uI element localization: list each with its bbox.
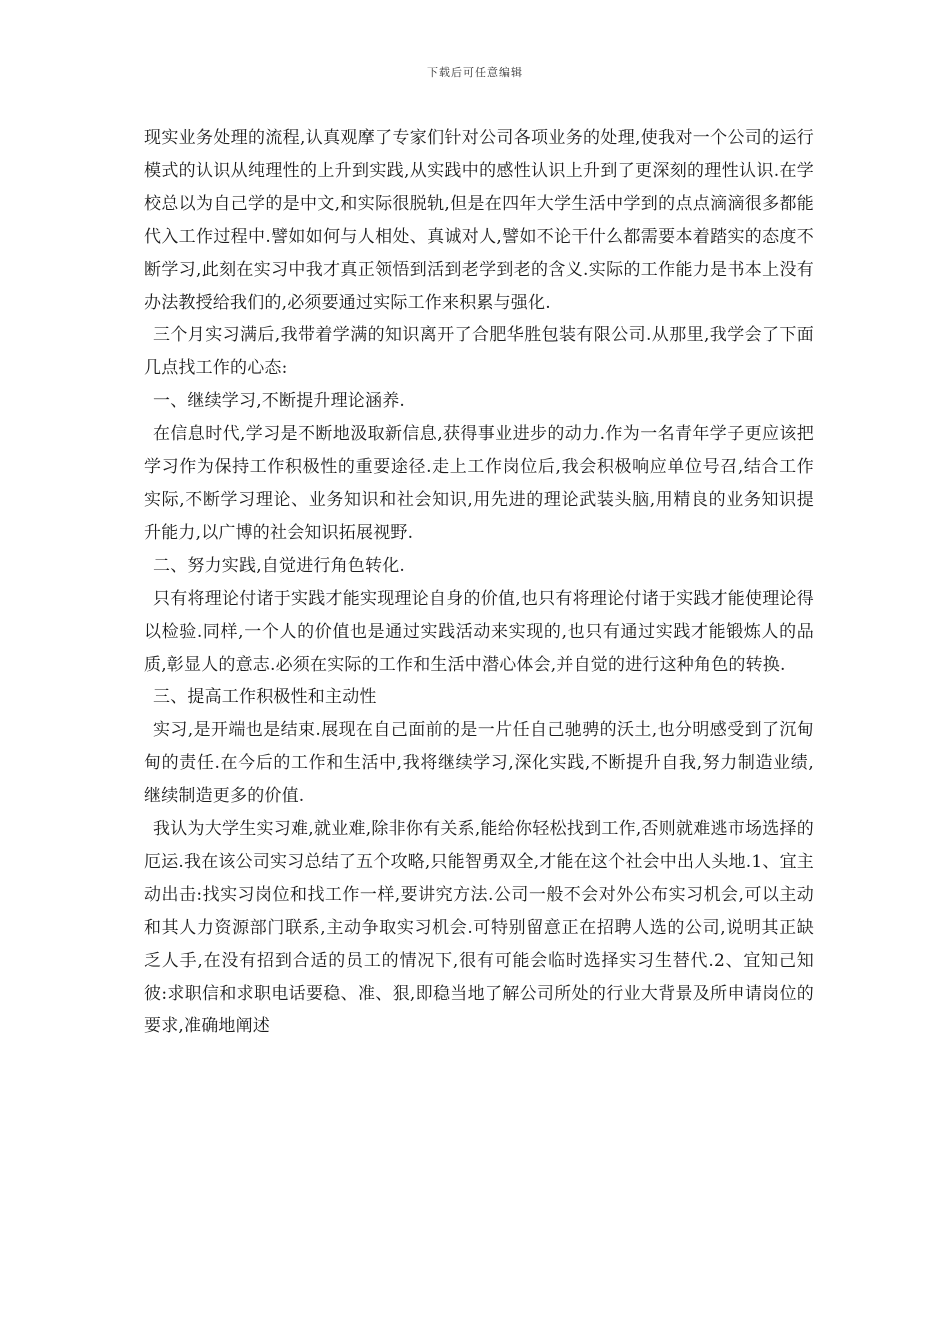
- paragraph-strategies: 我认为大学生实习难,就业难,除非你有关系,能给你轻松找到工作,否则就难逃市场选择的厄运.我在该公司实习总结了五个攻略,只能智勇双全,才能在这个社会中出人头地.1、宜主动出击:找实习岗位和找工作一样,要讲究方法.公司一般不会对外公布实习机会,可以主动和其人力资源部门联系,主动争取实习机会.可特别留意正在招聘人选的公司,说明其正缺乏人手,在没有招到合适的员工的情况下,很有可能会临时选择实习生替代.2、宜知己知彼:求职信和求职电话要稳、准、狠,即稳当地了解公司所处的行业大背景及所申请岗位的要求,准确地阐述: [144, 819, 814, 1037]
- paragraph-point-one: 在信息时代,学习是不断地汲取新信息,获得事业进步的动力.作为一名青年学子更应该把学习作为保持工作积极性的重要途径.走上工作岗位后,我会积极响应单位号召,结合工作实际,不断学习理论、业务知识和社会知识,用先进的理论武装头脑,用精良的业务知识提升能力,以广博的社会知识拓展视野.: [144, 424, 814, 543]
- heading-point-three: 三、提高工作积极性和主动性: [153, 687, 377, 708]
- document-body: [144, 122, 814, 1043]
- heading-point-one: 一、继续学习,不断提升理论涵养.: [153, 391, 406, 412]
- heading-point-two: 二、努力实践,自觉进行角色转化.: [153, 555, 406, 576]
- page-header: 下载后可任意编辑: [427, 66, 523, 79]
- paragraph-continuation: 现实业务处理的流程,认真观摩了专家们针对公司各项业务的处理,使我对一个公司的运行模式的认识从纯理性的上升到实践,从实践中的感性认识上升到了更深刻的理性认识.在学校总以为自己学的是中文,和实际很脱轨,但是在四年大学生活中学到的点点滴滴很多都能代入工作过程中.譬如如何与人相处、真诚对人,譬如不论干什么都需要本着踏实的态度不断学习,此刻在实习中我才真正领悟到活到老学到老的含义.实际的工作能力是书本上没有办法教授给我们的,必须要通过实际工作来积累与强化.: [144, 128, 814, 313]
- paragraph-point-two: 只有将理论付诸于实践才能实现理论自身的价值,也只有将理论付诸于实践才能使理论得以检验.同样,一个人的价值也是通过实践活动来实现的,也只有通过实践才能锻炼人的品质,彰显人的意志.必须在实际的工作和生活中潜心体会,并自觉的进行这种角色的转换.: [144, 588, 814, 675]
- paragraph-point-three: 实习,是开端也是结束.展现在自己面前的是一片任自己驰骋的沃土,也分明感受到了沉甸甸的责任.在今后的工作和生活中,我将继续学习,深化实践,不断提升自我,努力制造业绩,继续制造更多的价值.: [144, 720, 814, 807]
- paragraph-leaving-company: 三个月实习满后,我带着学满的知识离开了合肥华胜包装有限公司.从那里,我学会了下面几点找工作的心态:: [144, 325, 814, 379]
